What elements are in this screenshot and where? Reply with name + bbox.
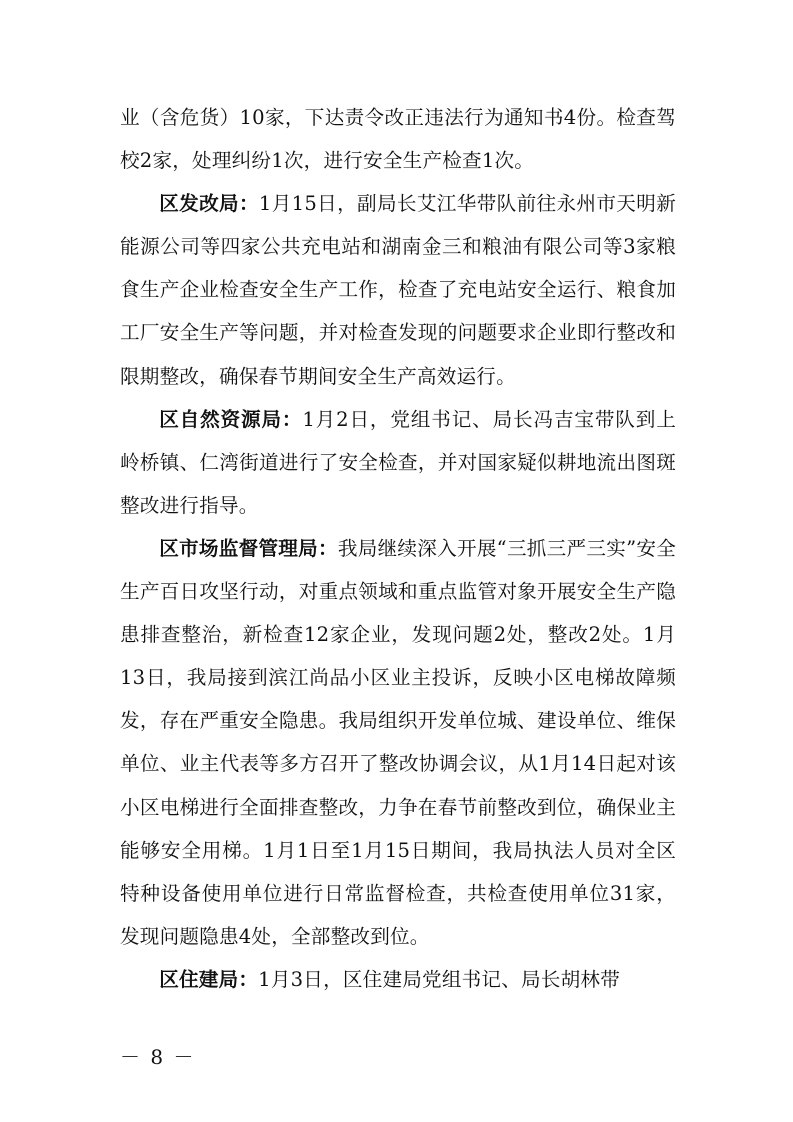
page-number: － 8 － — [120, 1045, 196, 1069]
department-heading: 区自然资源局： — [159, 407, 303, 431]
paragraph-natural-resources-bureau — [120, 398, 676, 527]
paragraph-text: 1月3日，区住建局党组书记、局长胡林带 — [258, 967, 620, 991]
paragraph-text: 1月2日，党组书记、局长冯吉宝带队到上岭桥镇、仁湾街道进行了安全检查，并对国家疑似耕地流出图斑整改进行指导。 — [120, 407, 676, 517]
paragraph-text: 1月15日，副局长艾江华带队前往永州市天明新能源公司等四家公共充电站和湖南金三和粮油有限公司等3家粮食生产企业检查安全生产工作，检查了充电站安全运行、粮食加工厂安全生产等问题，并对检查发现的问题要求企业即行整改和限期整改，确保春节期间安全生产高效运行。 — [120, 192, 676, 388]
department-heading: 区住建局： — [159, 967, 259, 991]
paragraph-housing-bureau — [120, 958, 676, 1001]
department-heading: 区市场监督管理局： — [159, 536, 338, 560]
paragraph-market-supervision-bureau — [120, 527, 676, 958]
paragraph-fagai-bureau — [120, 182, 676, 397]
paragraph-text: 我局继续深入开展“三抓三严三实”安全生产百日攻坚行动，对重点领域和重点监管对象开展安全生产隐患排查整治，新检查12家企业，发现问题2处，整改2处。1月13日，我局接到滨江尚品小区业主投诉，反映小区电梯故障频发，存在严重安全隐患。我局组织开发单位城、建设单位、维保单位、业主代表等多方召开了整改协调会议，从1月14日起对该小区电梯进行全面排查整改，力争在春节前整改到位，确保业主能够安全用梯。1月1日至1月15日期间，我局执法人员对全区特种设备使用单位进行日常监督检查，共检查使用单位31家，发现问题隐患4处，全部整改到位。 — [120, 536, 676, 948]
paragraph-text: 业（含危货）10家，下达责令改正违法行为通知书4份。检查驾校2家，处理纠纷1次，进行安全生产检查1次。 — [120, 106, 676, 173]
department-heading: 区发改局： — [159, 192, 259, 216]
document-body — [120, 96, 676, 1001]
paragraph-continued — [120, 96, 676, 182]
